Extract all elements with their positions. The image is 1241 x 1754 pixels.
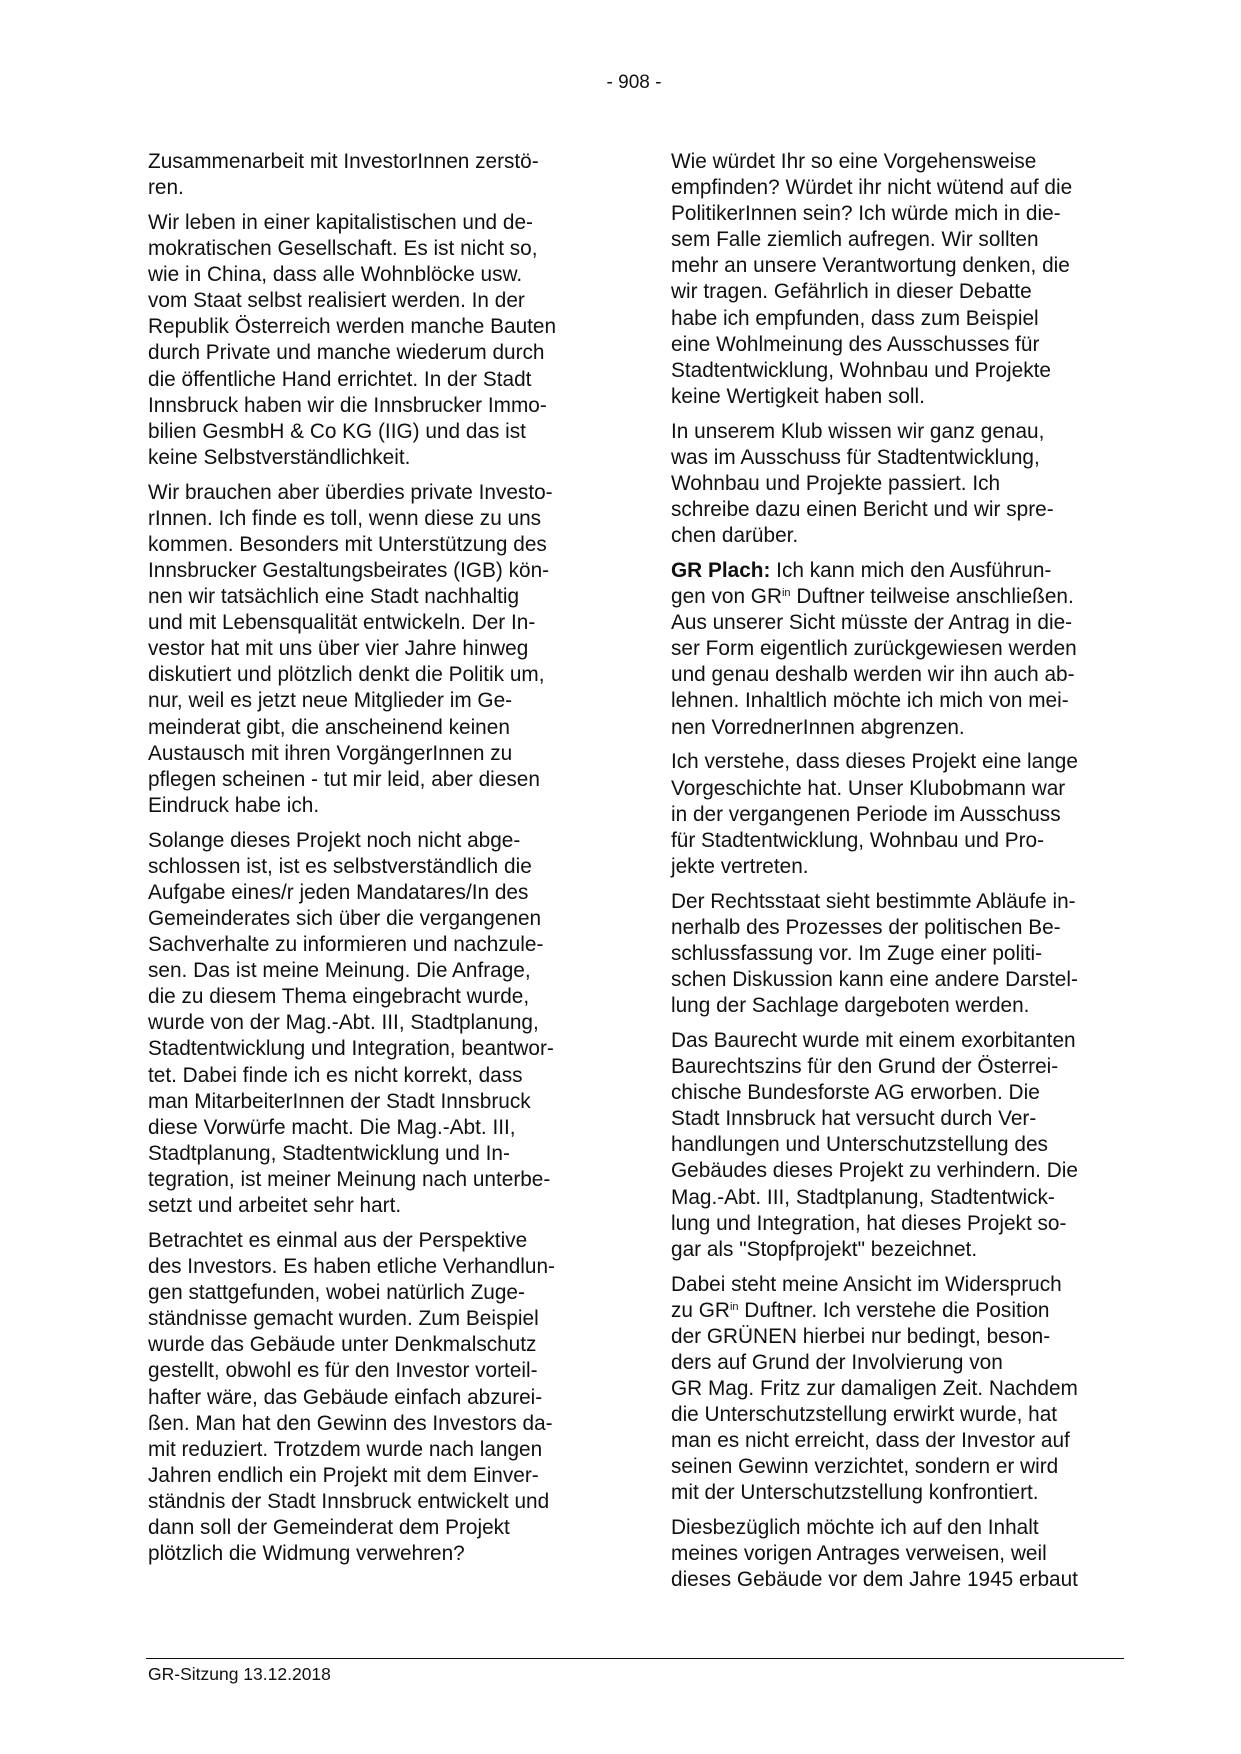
text-line: Aufgabe eines/r jeden Mandatares/In des (148, 880, 529, 904)
text-line: Gebäudes dieses Projekt zu verhindern. Die (671, 1159, 1078, 1183)
text-line: ren. (148, 176, 184, 200)
text-line: chen darüber. (671, 524, 799, 548)
text-line: rInnen. Ich finde es toll, wenn diese zu uns (148, 506, 542, 530)
text-line: die Unterschutzstellung erwirkt wurde, hat (671, 1403, 1058, 1427)
text-line: Innsbrucker Gestaltungsbeirates (IGB) kön- (148, 559, 550, 582)
text-line: Ich verstehe, dass dieses Projekt eine lange (671, 750, 1078, 774)
text-line: meinderat gibt, die anscheinend keinen (148, 715, 510, 739)
text-line: nen wir tatsächlich eine Stadt nachhaltig (148, 585, 520, 609)
text-line: Wohnbau und Projekte passiert. Ich (671, 471, 1001, 495)
text-line: die zu diesem Thema eingebracht wurde, (148, 985, 530, 1009)
text-line: PolitikerInnen sein? Ich würde mich in die- (671, 202, 1061, 226)
speaker-name: GR Plach: (671, 559, 771, 582)
text-line: Wie würdet Ihr so eine Vorgehensweise (671, 150, 1037, 173)
text-line: gestellt, obwohl es für den Investor vorteil- (148, 1359, 538, 1383)
text-line: chische Bundesforste AG erworben. Die (671, 1081, 1040, 1105)
paragraph (671, 749, 1131, 879)
text-line: In unserem Klub wissen wir ganz genau, (671, 419, 1045, 443)
text-line: Dabei steht meine Ansicht im Widerspruch (671, 1272, 1062, 1296)
text-line (671, 584, 1131, 610)
text-segment: Duftner teilweise anschließen. (790, 585, 1074, 609)
text-line: durch Private und manche wiederum durch (148, 341, 545, 365)
text-line: die öffentliche Hand errichtet. In der Stadt (148, 367, 532, 391)
text-line: Stadtentwicklung, Wohnbau und Projekte (671, 358, 1051, 382)
text-line: Innsbruck haben wir die Innsbrucker Immo- (148, 393, 547, 417)
text-line: wurde von der Mag.-Abt. III, Stadtplanung, (148, 1011, 539, 1035)
text-line: diskutiert und plötzlich denkt die Politik um, (148, 663, 545, 687)
text-line: was im Ausschuss für Stadtentwicklung, (671, 445, 1040, 469)
text-line: wurde das Gebäude unter Denkmalschutz (148, 1333, 537, 1357)
text-line: schreibe dazu einen Bericht und wir spre- (671, 498, 1054, 522)
text-line: jekte vertreten. (671, 854, 809, 878)
right-column (671, 149, 1131, 1602)
text-line: des Investors. Es haben etliche Verhandlun- (148, 1255, 555, 1279)
paragraph (671, 558, 1131, 741)
text-line: ständnisse gemacht wurden. Zum Beispiel (148, 1307, 539, 1331)
text-line: schlussfassung vor. Im Zuge einer politi- (671, 941, 1043, 965)
text-line: mokratischen Gesellschaft. Es ist nicht so, (148, 237, 538, 261)
text-line: mehr an unsere Verantwortung denken, die (671, 254, 1070, 278)
text-line: bilien GesmbH & Co KG (IIG) und das ist (148, 419, 526, 443)
text-line: lung und Integration, hat dieses Projekt so- (671, 1211, 1067, 1235)
text-line: Zusammenarbeit mit InvestorInnen zerstö- (148, 150, 539, 173)
paragraph (671, 1028, 1131, 1263)
text-line: Stadtplanung, Stadtentwicklung und In- (148, 1141, 510, 1165)
text-line: Gemeinderates sich über die vergangenen (148, 907, 542, 931)
text-line: wir tragen. Gefährlich in dieser Debatte (671, 280, 1032, 304)
text-line: Solange dieses Projekt noch nicht abge- (148, 828, 521, 852)
title-superscript: in (781, 587, 791, 600)
paragraph (148, 210, 608, 471)
text-line: nen VorrednerInnen abgrenzen. (671, 715, 965, 739)
paragraph (671, 1272, 1131, 1507)
text-line (671, 558, 1131, 584)
text-line: eine Wohlmeinung des Ausschusses für (671, 332, 1040, 356)
text-segment: Duftner. Ich verstehe die Position (738, 1298, 1050, 1322)
text-line: der GRÜNEN hierbei nur bedingt, beson- (671, 1324, 1051, 1348)
text-line: ser Form eigentlich zurückgewiesen werden (671, 637, 1077, 661)
paragraph (671, 149, 1131, 410)
text-line: vestor hat mit uns über vier Jahre hinweg (148, 637, 529, 661)
text-line: für Stadtentwicklung, Wohnbau und Pro- (671, 828, 1045, 852)
paragraph (671, 1515, 1131, 1593)
text-line: Republik Österreich werden manche Bauten (148, 315, 557, 339)
paragraph (671, 419, 1131, 549)
text-line: schlossen ist, ist es selbstverständlich die (148, 854, 532, 878)
text-line: lung der Sachlage dargeboten werden. (671, 994, 1030, 1018)
text-line: Wir brauchen aber überdies private Investo- (148, 480, 553, 504)
text-line: Baurechtszins für den Grund der Österrei- (671, 1055, 1059, 1079)
text-line: meines vorigen Antrages verweisen, weil (671, 1542, 1047, 1566)
text-line: Aus unserer Sicht müsste der Antrag in die- (671, 611, 1073, 635)
text-line: dieses Gebäude vor dem Jahre 1945 erbaut (671, 1568, 1078, 1592)
text-line: sen. Das ist meine Meinung. Die Anfrage, (148, 959, 531, 983)
text-line: nur, weil es jetzt neue Mitglieder im Ge- (148, 689, 513, 713)
text-line: ders auf Grund der Involvierung von (671, 1350, 1003, 1374)
text-line: Stadt Innsbruck hat versucht durch Ver- (671, 1107, 1037, 1131)
text-line: tet. Dabei finde ich es nicht korrekt, dass (148, 1063, 523, 1087)
text-line: Der Rechtsstaat sieht bestimmte Abläufe in- (671, 889, 1076, 913)
text-line: sem Falle ziemlich aufregen. Wir sollten (671, 228, 1039, 252)
text-segment: zu GR (671, 1298, 730, 1322)
paragraph (148, 1228, 608, 1567)
text-line: Betrachtet es einmal aus der Perspektive (148, 1228, 528, 1252)
text-line: man es nicht erreicht, dass der Investor auf (671, 1429, 1070, 1453)
text-line: Jahren endlich ein Projekt mit dem Einver- (148, 1463, 539, 1487)
left-column (148, 149, 608, 1576)
text-line: pflegen scheinen - tut mir leid, aber diesen (148, 767, 540, 791)
text-line: tegration, ist meiner Meinung nach unterbe- (148, 1167, 551, 1191)
text-line: vom Staat selbst realisiert werden. In der (148, 289, 525, 313)
text-line: keine Wertigkeit haben soll. (671, 384, 925, 408)
text-line: Das Baurecht wurde mit einem exorbitanten (671, 1028, 1076, 1052)
text-line: und mit Lebensqualität entwickeln. Der In- (148, 611, 536, 635)
text-line: habe ich empfunden, dass zum Beispiel (671, 306, 1039, 330)
text-line: seinen Gewinn verzichtet, sondern er wird (671, 1455, 1059, 1479)
footer-divider (146, 1658, 1124, 1659)
text-line: mit der Unterschutzstellung konfrontiert. (671, 1481, 1039, 1505)
text-line: GR Mag. Fritz zur damaligen Zeit. Nachdem (671, 1377, 1078, 1400)
paragraph (671, 889, 1131, 1019)
text-line: man MitarbeiterInnen der Stadt Innsbruck (148, 1089, 531, 1113)
text-line: Austausch mit ihren VorgängerInnen zu (148, 741, 513, 765)
text-line: keine Selbstverständlichkeit. (148, 445, 411, 469)
text-line: Sachverhalte zu informieren und nachzule- (148, 933, 544, 957)
text-line: setzt und arbeitet sehr hart. (148, 1194, 402, 1218)
text-line: nerhalb des Prozesses der politischen Be- (671, 915, 1061, 939)
text-line: Mag.-Abt. III, Stadtplanung, Stadtentwick- (671, 1185, 1055, 1209)
text-line: gen stattgefunden, wobei natürlich Zuge- (148, 1281, 525, 1305)
text-line: plötzlich die Widmung verwehren? (148, 1542, 465, 1566)
text-line: diese Vorwürfe macht. Die Mag.-Abt. III, (148, 1115, 516, 1139)
text-line: Stadtentwicklung und Integration, beantwor- (148, 1037, 554, 1061)
paragraph (148, 480, 608, 819)
text-line: in der vergangenen Periode im Ausschuss (671, 802, 1061, 826)
footer-text: GR-Sitzung 13.12.2018 (148, 1664, 331, 1684)
text-line: lehnen. Inhaltlich möchte ich mich von mei- (671, 689, 1069, 713)
text-line (671, 1298, 1131, 1324)
title-superscript: in (729, 1300, 739, 1313)
paragraph (148, 828, 608, 1219)
text-line: ßen. Man hat den Gewinn des Investors da- (148, 1411, 553, 1435)
text-line: handlungen und Unterschutzstellung des (671, 1133, 1048, 1157)
text-line: Eindruck habe ich. (148, 793, 320, 817)
text-line: empfinden? Würdet ihr nicht wütend auf die (671, 176, 1073, 200)
text-line: dann soll der Gemeinderat dem Projekt (148, 1515, 510, 1539)
text-line: schen Diskussion kann eine andere Darstel- (671, 968, 1078, 991)
text-line: ständnis der Stadt Innsbruck entwickelt und (148, 1489, 550, 1513)
page-number: - 908 - (606, 72, 662, 93)
text-line: hafter wäre, das Gebäude einfach abzurei- (148, 1385, 543, 1409)
text-line: wie in China, dass alle Wohnblöcke usw. (148, 263, 523, 287)
text-line: gar als "Stopfprojekt" bezeichnet. (671, 1237, 978, 1261)
text-segment: Ich kann mich den Ausführun- (770, 559, 1052, 582)
text-line: Wir leben in einer kapitalistischen und de- (148, 210, 533, 234)
text-line: kommen. Besonders mit Unterstützung des (148, 532, 547, 556)
text-line: mit reduziert. Trotzdem wurde nach langen (148, 1437, 543, 1461)
text-line: Vorgeschichte hat. Unser Klubobmann war (671, 776, 1066, 800)
text-line: Diesbezüglich möchte ich auf den Inhalt (671, 1516, 1039, 1540)
text-segment: gen von GR (671, 585, 782, 609)
text-line: und genau deshalb werden wir ihn auch ab- (671, 663, 1075, 687)
paragraph (148, 149, 608, 201)
